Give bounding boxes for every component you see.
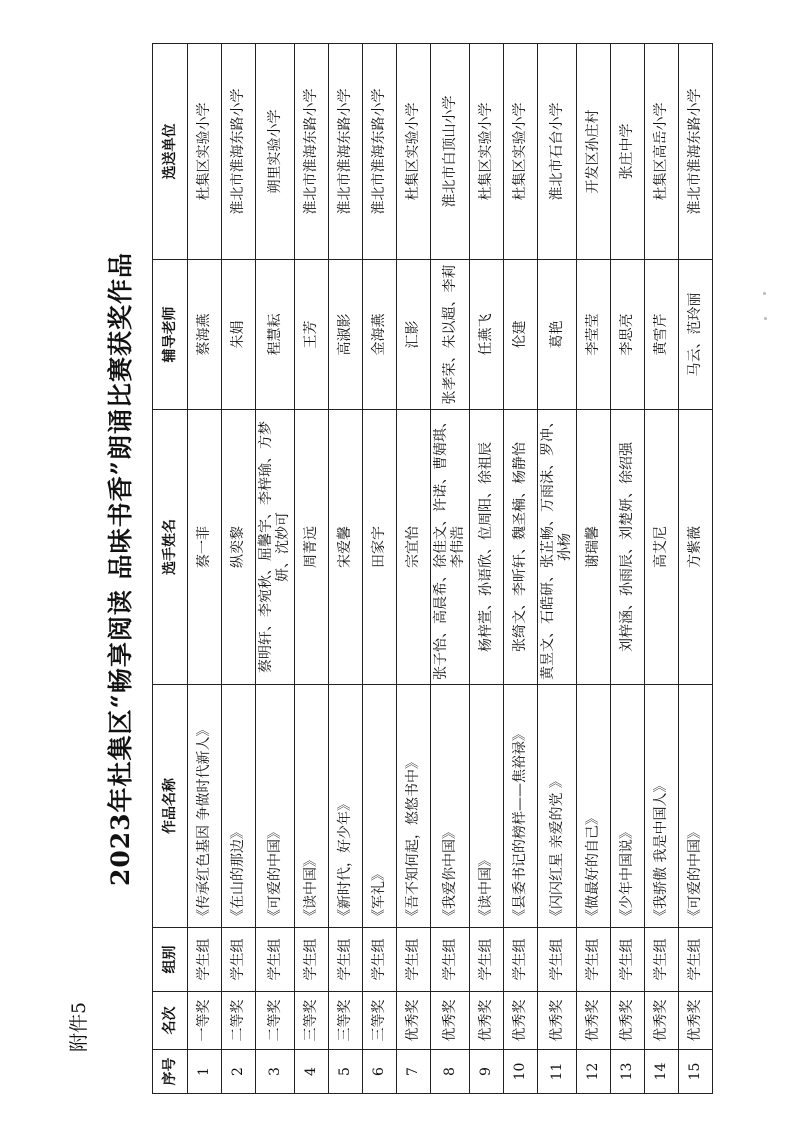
cell-group: 学生组 bbox=[256, 928, 295, 992]
cell-players: 杨梓萱、孙语欣、位周阳、徐祖辰 bbox=[470, 410, 504, 685]
cell-group: 学生组 bbox=[397, 928, 431, 992]
cell-no: 8 bbox=[431, 1050, 470, 1094]
cell-work: 《闪闪红星 亲爱的党 》 bbox=[538, 685, 577, 928]
cell-group: 学生组 bbox=[188, 928, 222, 992]
cell-no: 11 bbox=[538, 1050, 577, 1094]
cell-work: 《做最好的自己》 bbox=[577, 685, 611, 928]
cell-players: 高艾尼 bbox=[645, 410, 679, 685]
table-header-row bbox=[153, 44, 188, 1094]
cell-rank: 优秀奖 bbox=[645, 992, 679, 1050]
cell-rank: 优秀奖 bbox=[679, 992, 713, 1050]
cell-teacher: 王芳 bbox=[295, 260, 329, 410]
cell-rank: 三等奖 bbox=[295, 992, 329, 1050]
cell-rank: 优秀奖 bbox=[397, 992, 431, 1050]
cell-players: 宗宜怡 bbox=[397, 410, 431, 685]
cell-unit: 杜集区实验小学 bbox=[397, 44, 431, 260]
cell-teacher: 李思亮 bbox=[611, 260, 645, 410]
cell-group: 学生组 bbox=[222, 928, 256, 992]
cell-unit: 张庄中学 bbox=[611, 44, 645, 260]
cell-work: 《新时代，好少年》 bbox=[329, 685, 363, 928]
table-row bbox=[363, 44, 397, 1094]
cell-work: 《传承红色基因 争做时代新人》 bbox=[188, 685, 222, 928]
header-players: 选手姓名 bbox=[153, 410, 188, 685]
cell-unit: 淮北市石台小学 bbox=[538, 44, 577, 260]
cell-unit: 淮北市淮海东路小学 bbox=[363, 44, 397, 260]
cell-players: 方紫薇 bbox=[679, 410, 713, 685]
header-work: 作品名称 bbox=[153, 685, 188, 928]
cell-work: 《读中国》 bbox=[295, 685, 329, 928]
cell-no: 9 bbox=[470, 1050, 504, 1094]
document-title: 2023年杜集区“畅享阅读 品味书香”朗诵比赛获奖作品 bbox=[106, 251, 135, 887]
cell-rank: 优秀奖 bbox=[470, 992, 504, 1050]
cell-players: 蔡明轩、李宛秋、屈馨宇、李梓瑜、方梦妍、沈妙可 bbox=[256, 410, 295, 685]
header-teacher: 辅导老师 bbox=[153, 260, 188, 410]
cell-rank: 优秀奖 bbox=[577, 992, 611, 1050]
table-row bbox=[188, 44, 222, 1094]
cell-teacher: 汇影 bbox=[397, 260, 431, 410]
cell-no: 7 bbox=[397, 1050, 431, 1094]
scan-speck bbox=[764, 317, 767, 320]
cell-players: 张绮文、李昕轩、魏圣楠、杨静怡 bbox=[504, 410, 538, 685]
cell-teacher: 伦建 bbox=[504, 260, 538, 410]
cell-no: 10 bbox=[504, 1050, 538, 1094]
cell-teacher: 程慧耘 bbox=[256, 260, 295, 410]
cell-no: 2 bbox=[222, 1050, 256, 1094]
table-row bbox=[504, 44, 538, 1094]
awards-table bbox=[152, 43, 713, 1094]
table-row bbox=[577, 44, 611, 1094]
cell-teacher: 蔡海燕 bbox=[188, 260, 222, 410]
cell-no: 6 bbox=[363, 1050, 397, 1094]
cell-work: 《读中国》 bbox=[470, 685, 504, 928]
cell-rank: 优秀奖 bbox=[504, 992, 538, 1050]
cell-rank: 优秀奖 bbox=[431, 992, 470, 1050]
cell-rank: 三等奖 bbox=[329, 992, 363, 1050]
cell-group: 学生组 bbox=[470, 928, 504, 992]
cell-unit: 淮北市淮海东路小学 bbox=[329, 44, 363, 260]
scan-speck bbox=[763, 292, 766, 295]
cell-group: 学生组 bbox=[431, 928, 470, 992]
table-row bbox=[295, 44, 329, 1094]
cell-group: 学生组 bbox=[645, 928, 679, 992]
cell-rank: 优秀奖 bbox=[611, 992, 645, 1050]
cell-work: 《少年中国说》 bbox=[611, 685, 645, 928]
cell-players: 宋爱馨 bbox=[329, 410, 363, 685]
table-row bbox=[611, 44, 645, 1094]
attachment-label: 附件5 bbox=[68, 1001, 90, 1052]
cell-no: 1 bbox=[188, 1050, 222, 1094]
cell-work: 《在山的那边》 bbox=[222, 685, 256, 928]
cell-group: 学生组 bbox=[538, 928, 577, 992]
cell-players: 刘梓涵、孙雨辰、刘楚妍、徐绍强 bbox=[611, 410, 645, 685]
table-row bbox=[538, 44, 577, 1094]
cell-unit: 淮北市淮海东路小学 bbox=[679, 44, 713, 260]
cell-unit: 淮北市淮海东路小学 bbox=[295, 44, 329, 260]
cell-teacher: 黄雪芹 bbox=[645, 260, 679, 410]
cell-players: 纵奕黎 bbox=[222, 410, 256, 685]
cell-group: 学生组 bbox=[329, 928, 363, 992]
cell-work: 《可爱的中国》 bbox=[256, 685, 295, 928]
cell-players: 周菁远 bbox=[295, 410, 329, 685]
cell-unit: 淮北市淮海东路小学 bbox=[222, 44, 256, 260]
cell-work: 《我爱你中国》 bbox=[431, 685, 470, 928]
cell-players: 谢瑞馨 bbox=[577, 410, 611, 685]
cell-players: 蔡一菲 bbox=[188, 410, 222, 685]
cell-unit: 杜集区实验小学 bbox=[470, 44, 504, 260]
cell-teacher: 李莹莹 bbox=[577, 260, 611, 410]
table-row bbox=[679, 44, 713, 1094]
cell-no: 3 bbox=[256, 1050, 295, 1094]
cell-group: 学生组 bbox=[504, 928, 538, 992]
cell-unit: 朔里实验小学 bbox=[256, 44, 295, 260]
cell-no: 14 bbox=[645, 1050, 679, 1094]
cell-teacher: 金海燕 bbox=[363, 260, 397, 410]
cell-unit: 杜集区实验小学 bbox=[188, 44, 222, 260]
header-group: 组别 bbox=[153, 928, 188, 992]
cell-work: 《吾不知何起，悠悠书中》 bbox=[397, 685, 431, 928]
cell-players: 黄昱文、石皓研、张芷畅、万雨沫、罗冲、孙杨 bbox=[538, 410, 577, 685]
table-row bbox=[431, 44, 470, 1094]
cell-no: 5 bbox=[329, 1050, 363, 1094]
cell-teacher: 葛艳 bbox=[538, 260, 577, 410]
cell-rank: 优秀奖 bbox=[538, 992, 577, 1050]
cell-teacher: 任燕飞 bbox=[470, 260, 504, 410]
cell-rank: 二等奖 bbox=[256, 992, 295, 1050]
table-row bbox=[256, 44, 295, 1094]
header-rank: 名次 bbox=[153, 992, 188, 1050]
cell-no: 15 bbox=[679, 1050, 713, 1094]
cell-teacher: 朱娟 bbox=[222, 260, 256, 410]
cell-unit: 杜集区高岳小学 bbox=[645, 44, 679, 260]
cell-players: 田家宇 bbox=[363, 410, 397, 685]
cell-work: 《县委书记的榜样——焦裕禄》 bbox=[504, 685, 538, 928]
cell-rank: 二等奖 bbox=[222, 992, 256, 1050]
cell-players: 张子怡、高晨希、徐佳文、许诺、曹婧琪、李伟浩 bbox=[431, 410, 470, 685]
cell-work: 《我骄傲 我是中国人》 bbox=[645, 685, 679, 928]
cell-work: 《军礼》 bbox=[363, 685, 397, 928]
cell-no: 4 bbox=[295, 1050, 329, 1094]
cell-group: 学生组 bbox=[363, 928, 397, 992]
cell-no: 12 bbox=[577, 1050, 611, 1094]
cell-unit: 杜集区实验小学 bbox=[504, 44, 538, 260]
table-row bbox=[222, 44, 256, 1094]
cell-group: 学生组 bbox=[295, 928, 329, 992]
cell-group: 学生组 bbox=[679, 928, 713, 992]
cell-rank: 三等奖 bbox=[363, 992, 397, 1050]
table-row bbox=[645, 44, 679, 1094]
cell-unit: 开发区孙庄村 bbox=[577, 44, 611, 260]
cell-teacher: 高淑影 bbox=[329, 260, 363, 410]
cell-no: 13 bbox=[611, 1050, 645, 1094]
header-unit: 选送单位 bbox=[153, 44, 188, 260]
table-row bbox=[470, 44, 504, 1094]
table-row bbox=[329, 44, 363, 1094]
rotated-document bbox=[90, 44, 703, 1094]
cell-teacher: 张孝荣、朱以超、李莉 bbox=[431, 260, 470, 410]
cell-unit: 淮北市白顶山小学 bbox=[431, 44, 470, 260]
cell-teacher: 马云、范玲丽 bbox=[679, 260, 713, 410]
header-no: 序号 bbox=[153, 1050, 188, 1094]
cell-group: 学生组 bbox=[611, 928, 645, 992]
cell-work: 《可爱的中国》 bbox=[679, 685, 713, 928]
table-body bbox=[188, 44, 713, 1094]
cell-group: 学生组 bbox=[577, 928, 611, 992]
table-row bbox=[397, 44, 431, 1094]
cell-rank: 一等奖 bbox=[188, 992, 222, 1050]
